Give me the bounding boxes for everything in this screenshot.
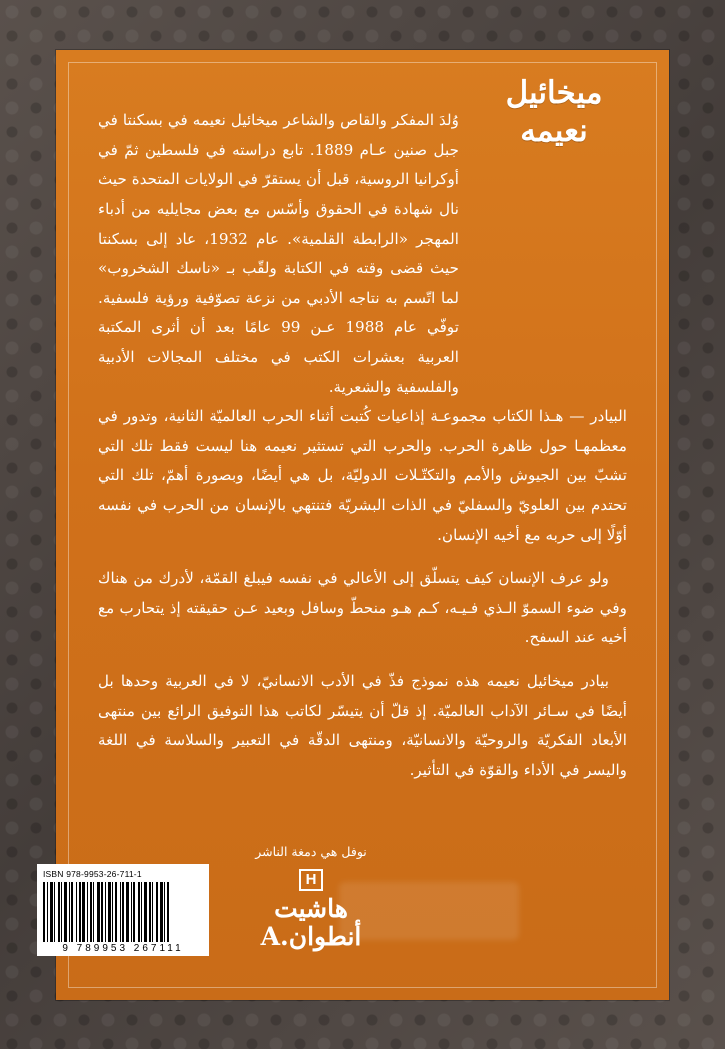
author-name-line-2: نعيمه xyxy=(520,112,588,149)
barcode-digits: 9 789953 267111 xyxy=(62,943,184,954)
barcode-bars xyxy=(43,882,203,942)
cover-panel xyxy=(43,50,669,1000)
blurb-paragraph-2: ولو عرف الإنسان كيف يتسلّق إلى الأعالي في نفسه فيبلغ القمّة، لأدرك من هناك وفي ضوء السموّ الـذي فـيـه، كـم هـو منحطّ وسافل وبعيد عـن حقيقته إذ يتحارب مع أخيه عند السفح. xyxy=(98,569,627,647)
author-name-line-1: ميخائيل xyxy=(505,75,603,111)
cover-footer xyxy=(43,824,669,974)
publisher-logo-mark: H xyxy=(299,869,324,891)
book-blurb-block xyxy=(98,402,627,800)
barcode-block xyxy=(37,864,209,956)
publisher-tagline: نوفل هي دمغة الناشر xyxy=(255,843,367,859)
publisher-name-line-1: هاشيت xyxy=(274,893,348,923)
publisher-block xyxy=(206,844,416,952)
blurb-paragraph-3: بيادر ميخائيل نعيمه هذه نموذج فذّ في الأدب الانسانيّ، لا في العربية وحدها بل أيضًا في سـائر الآداب العالميّة. إذ قلّ أن يتيسّر لكاتب هذا التوفيق الرائع بين منتهى الأبعاد الفكريّة والروحيّة والانسانيّة، ومنتهى الدقّة في التعبير والسلاسة في اللغة واليسر في الأداء والقوّة في التأثير. xyxy=(98,672,627,780)
author-biography-text: وُلدَ المفكر والقاص والشاعر ميخائيل نعيمه في بسكنتا في جبل صنين عـام 1889. تابع دراسته في فلسطين ثمّ في أوكرانيا الروسية، قبل أن يستقرّ في الولايات المتحدة حيث نال شهادة في الحقوق وأسّس مع بعض مجايليه من أدباء المهجر «الرابطة القلمية». عام 1932، عاد إلى بسكنتا حيث قضى وقته في الكتابة ولقّب بـ «ناسك الشخروب» لما اتّسم به نتاجه الأدبي من نزعة تصوّفية ورؤية فلسفية. توفّي عام 1988 عـن 99 عامًا بعد أن أثرى المكتبة العربية بعشرات الكتب في مختلف المجالات الأدبية والفلسفية والشعرية. xyxy=(98,111,459,396)
author-name-calligraphy xyxy=(469,76,639,149)
publisher-name-line-2: أنطوان.A xyxy=(260,922,362,952)
blurb-paragraph-1: البيادر — هـذا الكتاب مجموعـة إذاعيات كُتبت أثناء الحرب العالميّة الثانية، وتدور في معظمهـا حول ظاهرة الحرب. والحرب التي تستثير نعيمه هنا ليست فقط تلك التي تشبّ بين الجيوش والأمم والتكتّـلات الدوليّة، بل هي أيضًا، وبصورة أهمّ، تلك التي تحتدم بين العلويّ والسفليّ في الذات البشريّة فتنتهي بالإنسان من الحرب في نفسه أوّلًا إلى حربه مع أخيه الإنسان. xyxy=(98,407,627,544)
publisher-name xyxy=(206,895,416,953)
author-biography-block xyxy=(98,106,459,408)
isbn-label: ISBN 978-9953-26-711-1 xyxy=(43,869,142,879)
